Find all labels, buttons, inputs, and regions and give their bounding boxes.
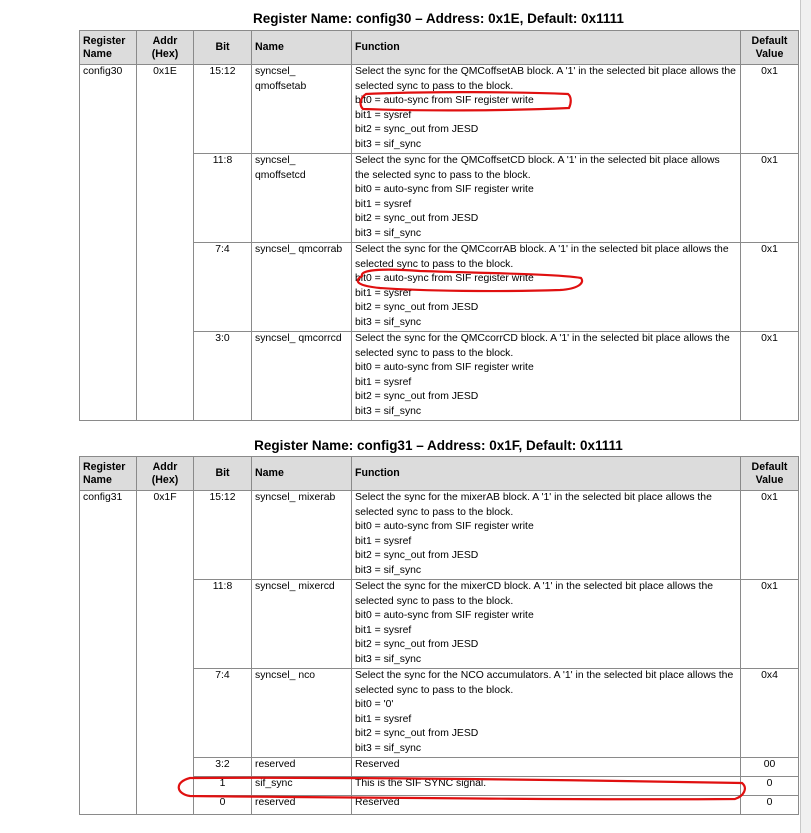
function-desc: Select the sync for the mixerCD block. A '1' in the selected bit place allows the selected sync to pass to the block.	[355, 581, 714, 607]
function-cell	[352, 243, 741, 332]
header-function: Function	[352, 457, 741, 491]
bit-cell: 15:12	[194, 65, 252, 154]
function-line: bit2 = sync_out from JESD	[355, 550, 479, 562]
header-addr: Addr (Hex)	[137, 457, 194, 491]
header-bit: Bit	[194, 31, 252, 65]
function-line: bit2 = sync_out from JESD	[355, 639, 479, 651]
function-line: bit0 = '0'	[355, 699, 394, 711]
function-desc: Select the sync for the QMCcorrAB block. A '1' in the selected bit place allows the selected sync to pass to the block.	[355, 244, 729, 270]
function-line: bit3 = sif_sync	[355, 227, 422, 239]
header-name: Name	[252, 31, 352, 65]
function-line: bit3 = sif_sync	[355, 564, 422, 576]
default-cell: 0x1	[741, 154, 799, 243]
function-line: bit2 = sync_out from JESD	[355, 124, 479, 136]
field-name-cell: syncsel_ qmoffsetcd	[252, 154, 352, 243]
page-edge	[800, 0, 811, 833]
field-name-cell: reserved	[252, 758, 352, 777]
header-addr: Addr (Hex)	[137, 31, 194, 65]
field-name-cell: syncsel_ qmoffsetab	[252, 65, 352, 154]
bit-cell: 3:0	[194, 332, 252, 421]
table-title-config30: Register Name: config30 – Address: 0x1E, Default: 0x1111	[253, 11, 624, 26]
field-name-cell: syncsel_ qmcorrcd	[252, 332, 352, 421]
function-cell	[352, 580, 741, 669]
function-line: bit0 = auto-sync from SIF register write	[355, 610, 534, 622]
header-register-name: Register Name	[80, 31, 137, 65]
function-line: bit0 = auto-sync from SIF register write	[355, 184, 534, 196]
default-cell: 0x1	[741, 580, 799, 669]
function-cell	[352, 796, 741, 815]
bit-cell: 7:4	[194, 669, 252, 758]
table-row	[80, 65, 799, 154]
function-line: bit2 = sync_out from JESD	[355, 302, 479, 314]
header-name: Name	[252, 457, 352, 491]
bit-cell: 11:8	[194, 154, 252, 243]
register-name-cell: config31	[80, 491, 137, 815]
field-name-cell: syncsel_ mixerab	[252, 491, 352, 580]
function-cell	[352, 154, 741, 243]
bit-cell: 11:8	[194, 580, 252, 669]
function-line: bit3 = sif_sync	[355, 653, 422, 665]
field-name-cell: reserved	[252, 796, 352, 815]
function-line: bit1 = sysref	[355, 713, 412, 725]
function-desc: Select the sync for the NCO accumulators. A '1' in the selected bit place allows the selected sync to pass to the block.	[355, 670, 734, 696]
function-line: bit1 = sysref	[355, 287, 412, 299]
header-bit: Bit	[194, 457, 252, 491]
function-line: bit3 = sif_sync	[355, 316, 422, 328]
function-desc: This is the SIF SYNC signal.	[355, 778, 487, 789]
header-function: Function	[352, 31, 741, 65]
function-line: bit0 = auto-sync from SIF register write	[355, 521, 534, 533]
default-cell: 0x1	[741, 65, 799, 154]
table-title-config31: Register Name: config31 – Address: 0x1F, Default: 0x1111	[254, 438, 623, 453]
function-desc: Select the sync for the QMCcorrCD block. A '1' in the selected bit place allows the selected sync to pass to the block.	[355, 333, 730, 359]
default-cell: 0x1	[741, 491, 799, 580]
function-desc: Reserved	[355, 797, 400, 808]
function-cell	[352, 669, 741, 758]
default-cell: 0	[741, 777, 799, 796]
function-line: bit0 = auto-sync from SIF register write	[355, 362, 534, 374]
function-line: bit1 = sysref	[355, 535, 412, 547]
default-cell: 0	[741, 796, 799, 815]
default-cell: 0x1	[741, 332, 799, 421]
default-cell: 0x1	[741, 243, 799, 332]
function-line: bit1 = sysref	[355, 624, 412, 636]
register-name-cell: config30	[80, 65, 137, 421]
function-line: bit0 = auto-sync from SIF register write	[355, 273, 534, 285]
function-cell	[352, 777, 741, 796]
field-name-cell: syncsel_ nco	[252, 669, 352, 758]
field-name-cell: syncsel_ mixercd	[252, 580, 352, 669]
bit-cell: 15:12	[194, 491, 252, 580]
function-desc: Select the sync for the QMCoffsetAB block. A '1' in the selected bit place allows the selected sync to pass to the block.	[355, 66, 736, 92]
function-desc: Reserved	[355, 759, 400, 770]
function-line: bit2 = sync_out from JESD	[355, 213, 479, 225]
function-desc: Select the sync for the QMCoffsetCD block. A '1' in the selected bit place allows the selected sync to pass to the block.	[355, 155, 720, 181]
function-line: bit2 = sync_out from JESD	[355, 728, 479, 740]
default-cell: 0x4	[741, 669, 799, 758]
table-row	[80, 491, 799, 580]
function-line: bit1 = sysref	[355, 198, 412, 210]
header-default: Default Value	[741, 31, 799, 65]
bit-cell: 1	[194, 777, 252, 796]
function-line: bit3 = sif_sync	[355, 138, 422, 150]
header-default: Default Value	[741, 457, 799, 491]
addr-cell: 0x1F	[137, 491, 194, 815]
function-line: bit1 = sysref	[355, 376, 412, 388]
header-register-name: Register Name	[80, 457, 137, 491]
field-name-cell: sif_sync	[252, 777, 352, 796]
function-desc: Select the sync for the mixerAB block. A '1' in the selected bit place allows the selected sync to pass to the block.	[355, 492, 712, 518]
function-line: bit3 = sif_sync	[355, 742, 422, 754]
function-cell	[352, 65, 741, 154]
function-line: bit3 = sif_sync	[355, 405, 422, 417]
function-line: bit2 = sync_out from JESD	[355, 391, 479, 403]
default-cell: 00	[741, 758, 799, 777]
bit-cell: 7:4	[194, 243, 252, 332]
bit-cell: 0	[194, 796, 252, 815]
function-cell[interactable]	[352, 332, 741, 421]
addr-cell: 0x1E	[137, 65, 194, 421]
function-cell	[352, 491, 741, 580]
field-name-cell: syncsel_ qmcorrab	[252, 243, 352, 332]
function-cell	[352, 758, 741, 777]
function-line: bit1 = sysref	[355, 109, 412, 121]
function-line: bit0 = auto-sync from SIF register write	[355, 95, 534, 107]
register-table-config31	[79, 456, 799, 815]
register-table-config30	[79, 30, 799, 421]
bit-cell: 3:2	[194, 758, 252, 777]
